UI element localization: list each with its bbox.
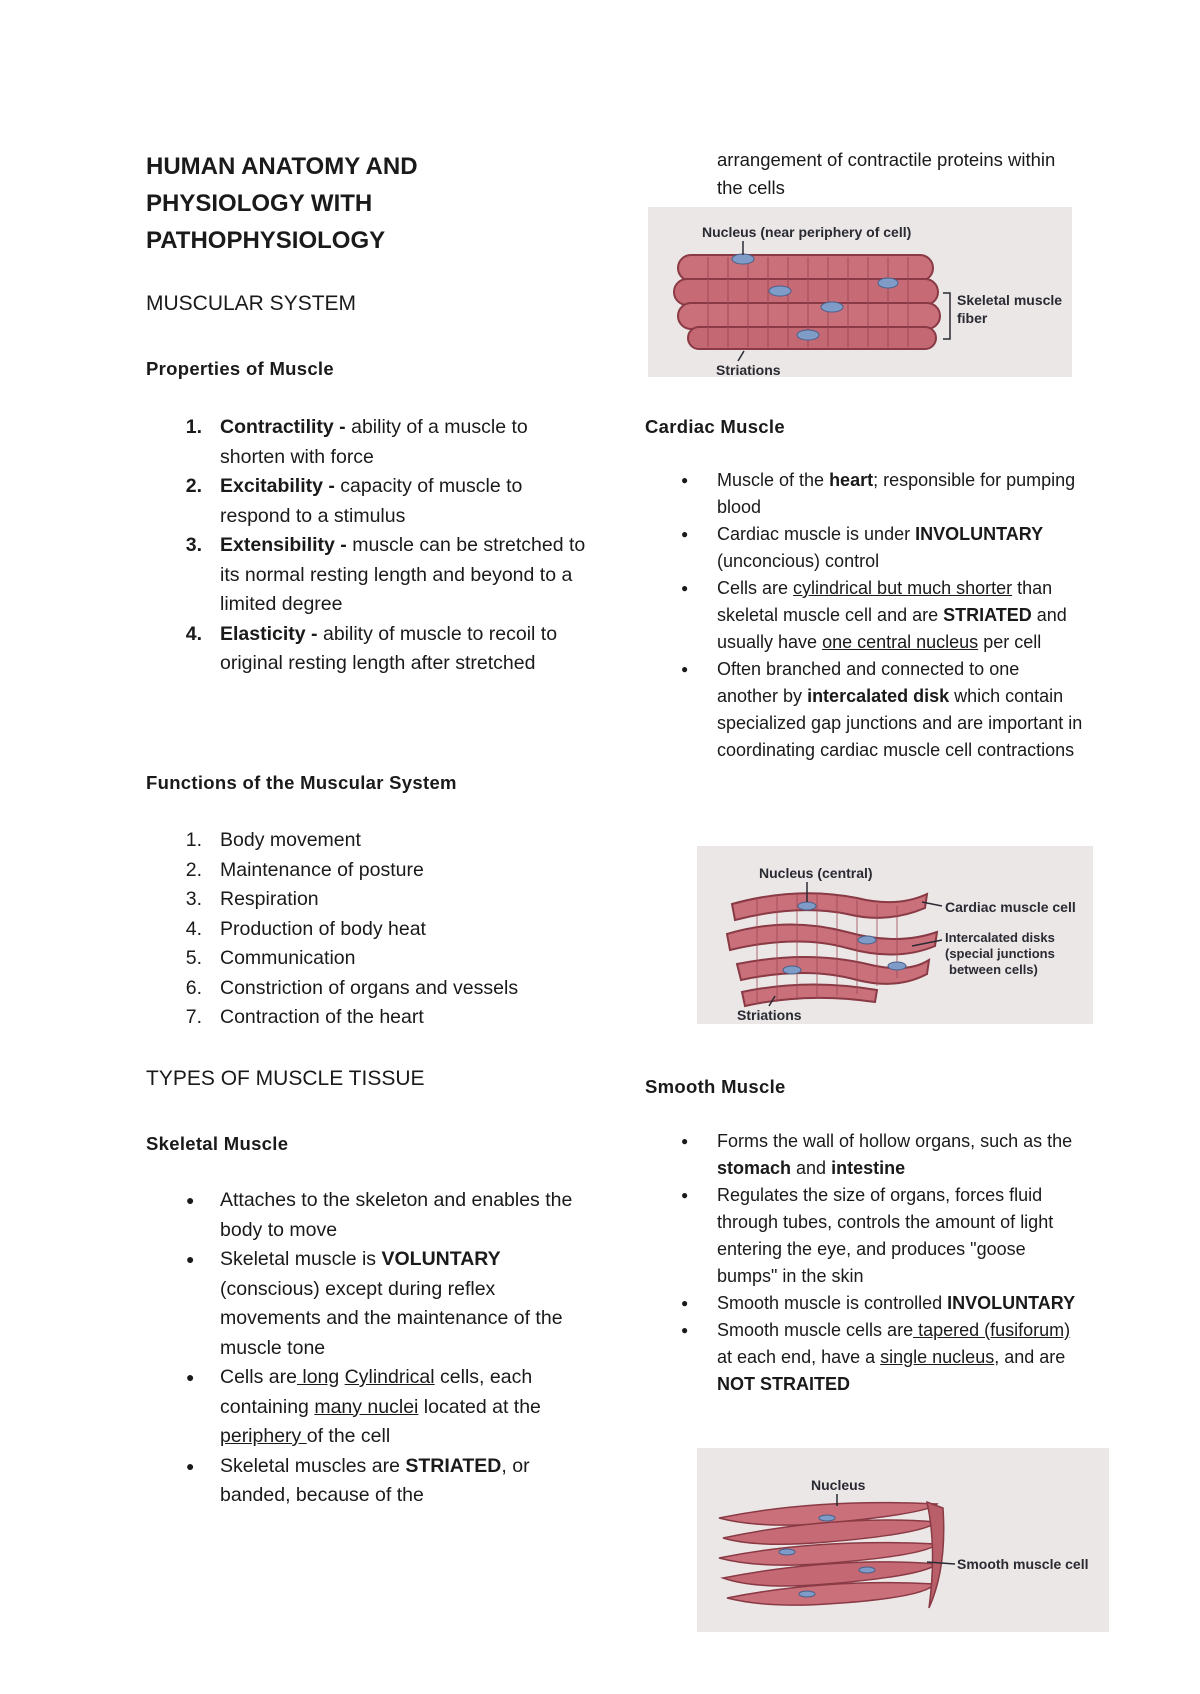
- functions-list: [146, 826, 586, 1033]
- cardiac-muscle-figure: [697, 846, 1093, 1024]
- label-nucleus: Nucleus (central): [759, 865, 873, 881]
- label-cardiac-cell: Cardiac muscle cell: [945, 899, 1076, 915]
- muscle-fibers: [674, 254, 940, 349]
- list-item: 4. Elasticity - ability of muscle to recoil to original resting length after stretched: [185, 622, 558, 674]
- list-item: ● Cardiac muscle is under INVOLUNTARY (unconcious) control: [645, 521, 1085, 575]
- list-item: ● Forms the wall of hollow organs, such as the stomach and intestine: [645, 1128, 1085, 1182]
- cardiac-heading: Cardiac Muscle: [645, 416, 785, 437]
- list-item: ● Often branched and connected to one another by intercalated disk which contain specialized gap junctions and are important in coordinating cardiac muscle cell contractions: [645, 656, 1085, 764]
- label-disks-1: Intercalated disks: [945, 930, 1055, 945]
- list-item: ● Cells are cylindrical but much shorter than skeletal muscle cell and are STRIATED and usually have one central nucleus per cell: [645, 575, 1085, 656]
- list-item: 1. Body movement: [185, 829, 361, 851]
- list-item: ● Muscle of the heart; responsible for pumping blood: [645, 467, 1085, 521]
- list-item: ● Skeletal muscles are STRIATED, or banded, because of the: [146, 1452, 586, 1511]
- list-item: 6. Constriction of organs and vessels: [185, 976, 519, 999]
- list-item: ● Smooth muscle is controlled INVOLUNTARY: [645, 1290, 1085, 1317]
- label-disks-3: between cells): [949, 962, 1038, 977]
- skeletal-heading: Skeletal Muscle: [146, 1133, 289, 1154]
- label-disks-2: (special junctions: [945, 946, 1055, 961]
- bullet-icon: [681, 1128, 688, 1155]
- document-title: HUMAN ANATOMY AND PHYSIOLOGY WITH PATHOPHYSIOLOGY: [146, 153, 418, 254]
- skeletal-muscle-illustration: [648, 207, 1072, 377]
- label-nucleus: Nucleus: [811, 1477, 866, 1493]
- list-item: 3. Respiration: [185, 888, 319, 910]
- properties-heading: Properties of Muscle: [146, 358, 334, 379]
- bullet-icon: [186, 1363, 198, 1393]
- skeletal-muscle-figure: [648, 207, 1072, 377]
- label-striations: Striations: [737, 1007, 802, 1023]
- list-item: 1. Contractility - ability of a muscle to shorten with force: [185, 416, 528, 468]
- list-item: 7. Contraction of the heart: [185, 1006, 424, 1028]
- list-item: 4. Production of body heat: [185, 917, 426, 940]
- skeletal-list: [146, 1186, 586, 1511]
- smooth-muscle-illustration: [697, 1448, 1109, 1632]
- properties-list: [146, 413, 586, 679]
- bullet-icon: [681, 521, 688, 548]
- list-item: 3. Extensibility - muscle can be stretched to its normal resting length and beyond to a limited degree: [185, 534, 586, 615]
- muscular-system-heading: MUSCULAR SYSTEM: [146, 292, 357, 315]
- list-item: ● Cells are long Cylindrical cells, each containing many nuclei located at the periphery of the cell: [146, 1363, 586, 1452]
- list-item: 2. Excitability - capacity of muscle to respond to a stimulus: [185, 475, 523, 527]
- list-item: ● Skeletal muscle is VOLUNTARY (conscious) except during reflex movements and the maintenance of the muscle tone: [146, 1245, 586, 1363]
- bullet-icon: [681, 656, 688, 683]
- skeletal-continued-text: arrangement of contractile proteins within the cells: [717, 149, 1056, 198]
- functions-heading: Functions of the Muscular System: [146, 772, 457, 793]
- list-item: 5. Communication: [185, 947, 356, 969]
- bullet-icon: [681, 467, 688, 494]
- bullet-icon: [186, 1245, 198, 1275]
- bullet-icon: [186, 1186, 198, 1216]
- bullet-icon: [681, 1317, 688, 1344]
- types-heading: TYPES OF MUSCLE TISSUE: [146, 1067, 425, 1090]
- label-smooth-cell: Smooth muscle cell: [957, 1556, 1089, 1572]
- cardiac-muscle-illustration: [697, 846, 1093, 1024]
- smooth-muscle-figure: [697, 1448, 1109, 1632]
- label-nucleus: Nucleus (near periphery of cell): [702, 224, 912, 240]
- bullet-icon: [681, 1182, 688, 1209]
- smooth-list: [645, 1128, 1085, 1398]
- bullet-icon: [681, 1290, 688, 1317]
- list-item: ● Smooth muscle cells are tapered (fusiforum) at each end, have a single nucleus, and are NOT STRAITED: [645, 1317, 1085, 1398]
- cardiac-list: [645, 467, 1085, 764]
- label-striations: Striations: [716, 362, 781, 377]
- label-fiber-line2: fiber: [957, 310, 988, 326]
- list-item: ● Attaches to the skeleton and enables the body to move: [146, 1186, 586, 1245]
- list-item: 2. Maintenance of posture: [185, 858, 424, 881]
- label-fiber-line1: Skeletal muscle: [957, 292, 1063, 308]
- list-item: ● Regulates the size of organs, forces fluid through tubes, controls the amount of light entering the eye, and produces "goose bumps" in the skin: [645, 1182, 1085, 1290]
- smooth-heading: Smooth Muscle: [645, 1076, 786, 1097]
- bullet-icon: [186, 1452, 198, 1482]
- bullet-icon: [681, 575, 688, 602]
